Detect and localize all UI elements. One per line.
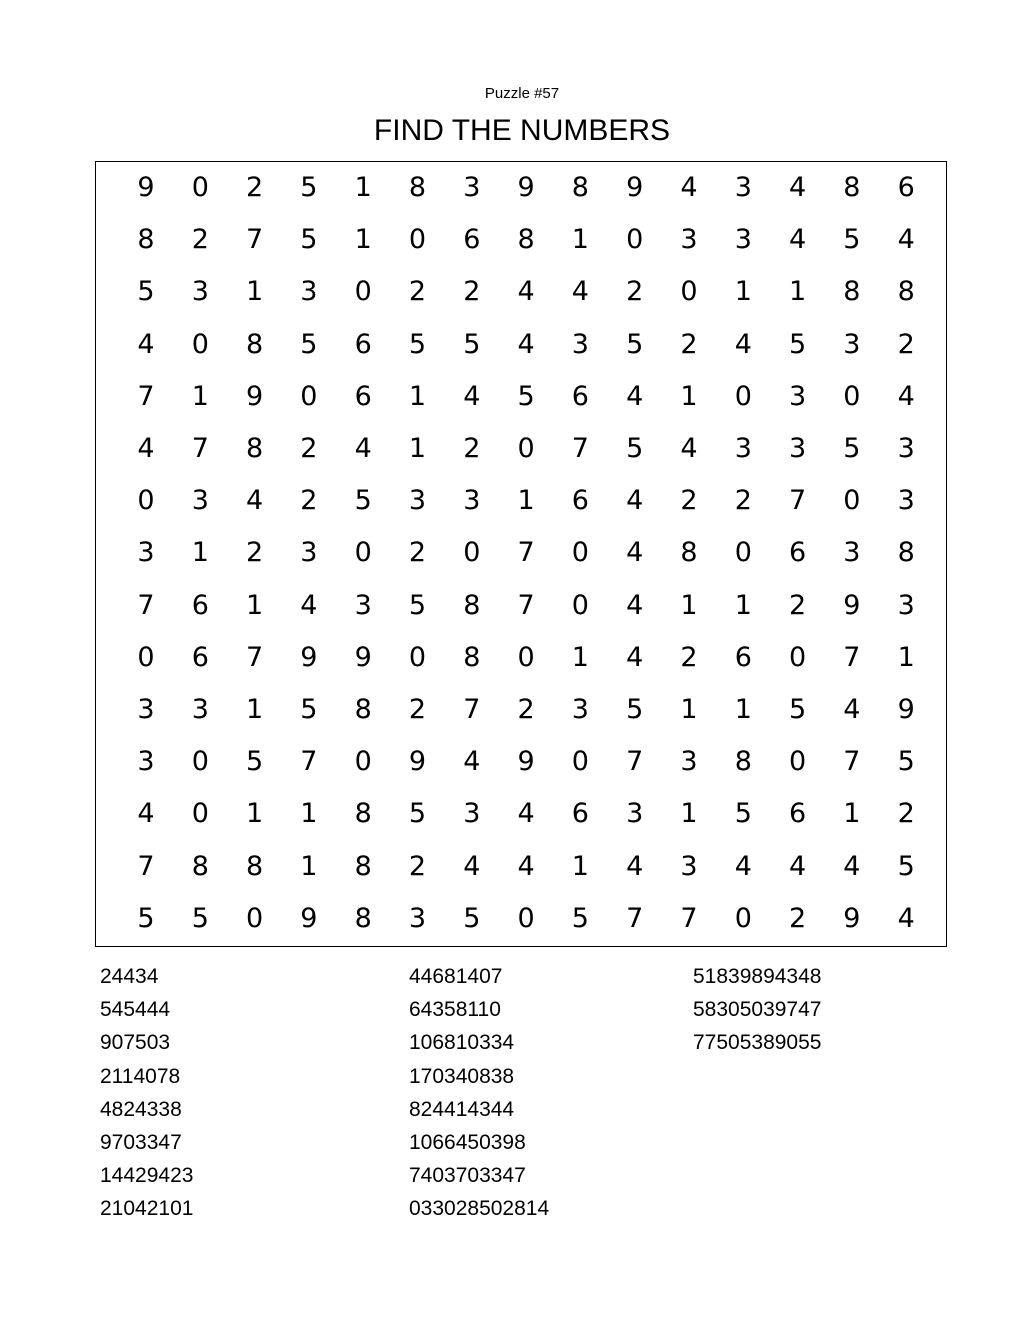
grid-cell[interactable]: 1 <box>843 798 861 830</box>
grid-cell[interactable]: 6 <box>734 641 752 673</box>
word-list-item: 77505389055 <box>693 1031 822 1055</box>
grid-cell[interactable]: 5 <box>626 433 644 464</box>
word-list-item: 545444 <box>100 998 171 1022</box>
grid-cell[interactable]: 3 <box>734 224 752 256</box>
grid-cell[interactable]: 2 <box>246 172 264 203</box>
grid-cell[interactable]: 5 <box>897 850 915 882</box>
grid-cell[interactable]: 4 <box>463 746 481 778</box>
grid-cell[interactable]: 0 <box>517 433 535 464</box>
grid-cell[interactable]: 7 <box>246 641 264 673</box>
grid-cell[interactable]: 2 <box>408 537 427 569</box>
grid-cell[interactable]: 8 <box>246 433 264 464</box>
grid-cell[interactable]: 4 <box>680 172 698 203</box>
grid-cell[interactable]: 2 <box>789 589 807 621</box>
grid-cell[interactable]: 3 <box>571 328 589 360</box>
grid-cell[interactable]: 5 <box>843 433 861 464</box>
grid-cell[interactable]: 0 <box>789 641 807 673</box>
grid-cell[interactable]: 8 <box>734 746 752 778</box>
grid-cell[interactable]: 3 <box>408 485 427 517</box>
grid-cell[interactable]: 7 <box>680 902 698 934</box>
grid-cell[interactable]: 4 <box>517 328 535 360</box>
grid-cell[interactable]: 8 <box>191 850 209 882</box>
grid-cell[interactable]: 0 <box>843 485 861 517</box>
grid-cell[interactable]: 1 <box>517 485 535 517</box>
grid-cell[interactable]: 3 <box>897 433 915 464</box>
grid-cell[interactable]: 5 <box>191 902 209 934</box>
grid-cell[interactable]: 7 <box>843 641 861 673</box>
grid-cell[interactable]: 8 <box>408 172 427 203</box>
grid-cell[interactable]: 4 <box>137 433 155 464</box>
word-list-column-1 <box>100 960 193 1226</box>
grid-cell[interactable]: 2 <box>626 276 644 308</box>
grid-cell[interactable]: 5 <box>300 694 318 725</box>
grid-cell[interactable]: 4 <box>626 850 644 882</box>
grid-cell[interactable]: 6 <box>897 172 915 203</box>
grid-cell[interactable]: 3 <box>626 798 644 830</box>
grid-cell[interactable]: 9 <box>843 589 861 621</box>
grid-cell[interactable]: 0 <box>354 746 372 778</box>
grid-cell[interactable]: 8 <box>843 172 861 203</box>
word-list-item: 907503 <box>100 1031 171 1055</box>
grid-cell[interactable]: 1 <box>246 798 264 830</box>
grid-cell[interactable]: 8 <box>354 694 372 725</box>
grid-cell[interactable]: 7 <box>137 589 155 621</box>
grid-cell[interactable]: 5 <box>734 798 752 830</box>
grid-cell[interactable]: 7 <box>626 746 644 778</box>
grid-cell[interactable]: 3 <box>789 380 807 412</box>
grid-cell[interactable]: 2 <box>463 276 481 308</box>
grid-cell[interactable]: 0 <box>191 798 209 830</box>
grid-cell[interactable]: 9 <box>517 746 535 778</box>
word-list-column-3 <box>693 960 821 1060</box>
grid-cell[interactable]: 5 <box>789 328 807 360</box>
grid-cell[interactable]: 4 <box>897 380 915 412</box>
word-list-item: 58305039747 <box>693 998 822 1022</box>
puzzle-number: Puzzle #57 <box>484 85 560 102</box>
grid-cell[interactable]: 5 <box>517 380 535 412</box>
grid-cell[interactable]: 0 <box>680 276 698 308</box>
grid-cell[interactable]: 5 <box>408 328 427 360</box>
grid-cell[interactable]: 3 <box>734 172 752 203</box>
grid-cell[interactable]: 1 <box>734 589 752 621</box>
grid-cell[interactable]: 5 <box>897 746 915 778</box>
grid-cell[interactable]: 5 <box>408 589 427 621</box>
word-list-item: 64358110 <box>409 998 501 1022</box>
grid-cell[interactable]: 9 <box>897 694 915 725</box>
grid-cell[interactable]: 6 <box>191 641 209 673</box>
word-list-item: 51839894348 <box>693 965 822 988</box>
grid-cell[interactable]: 1 <box>191 537 209 569</box>
grid-cell[interactable]: 8 <box>517 224 535 256</box>
grid-cell[interactable]: 4 <box>517 798 535 830</box>
grid-cell[interactable]: 7 <box>626 902 644 934</box>
grid-cell[interactable]: 5 <box>626 328 644 360</box>
word-list-item: 14429423 <box>100 1164 194 1188</box>
grid-cell[interactable]: 5 <box>408 798 427 830</box>
grid-cell[interactable]: 3 <box>191 276 209 308</box>
grid-cell[interactable]: 0 <box>843 380 861 412</box>
grid-cell[interactable]: 5 <box>843 224 861 256</box>
grid-cell[interactable]: 1 <box>246 694 264 725</box>
grid-cell[interactable]: 4 <box>626 380 644 412</box>
grid-cell[interactable]: 2 <box>789 902 807 934</box>
grid-cell[interactable]: 1 <box>571 850 589 882</box>
word-list-item: 033028502814 <box>409 1197 550 1221</box>
grid-cell[interactable]: 2 <box>897 798 915 830</box>
grid-cell[interactable]: 3 <box>191 485 209 517</box>
grid-cell[interactable]: 1 <box>734 694 752 725</box>
grid-cell[interactable]: 0 <box>191 746 209 778</box>
grid-cell[interactable]: 9 <box>300 641 318 673</box>
grid-cell[interactable]: 8 <box>463 641 481 673</box>
grid-cell[interactable]: 7 <box>300 746 318 778</box>
grid-cell[interactable]: 0 <box>734 380 752 412</box>
grid-cell[interactable]: 3 <box>300 537 318 569</box>
word-list-item: 24434 <box>100 965 159 988</box>
grid-cell[interactable]: 2 <box>246 537 264 569</box>
grid-cell[interactable]: 6 <box>789 798 807 830</box>
word-list-item: 4824338 <box>100 1097 182 1121</box>
grid-cell[interactable]: 0 <box>789 746 807 778</box>
grid-cell[interactable]: 4 <box>626 641 644 673</box>
grid-cell[interactable]: 2 <box>680 485 698 517</box>
grid-cell[interactable]: 1 <box>897 641 915 673</box>
grid-cell[interactable]: 8 <box>354 798 372 830</box>
grid-cell[interactable]: 3 <box>191 694 209 725</box>
grid-cell[interactable]: 0 <box>246 902 264 934</box>
grid-cell[interactable]: 4 <box>137 798 155 830</box>
grid-cell[interactable]: 0 <box>517 641 535 673</box>
grid-cell[interactable]: 1 <box>680 798 698 830</box>
grid-cell[interactable]: 8 <box>354 850 372 882</box>
puzzle-title: FIND THE NUMBERS <box>373 114 671 147</box>
word-list-item: 7403703347 <box>409 1164 526 1188</box>
word-list-item: 2114078 <box>100 1064 181 1088</box>
grid-cell[interactable]: 3 <box>680 224 698 256</box>
grid-cell[interactable]: 3 <box>571 694 589 725</box>
grid-cell[interactable]: 1 <box>680 694 698 725</box>
grid-cell[interactable]: 9 <box>137 172 155 203</box>
grid-cell[interactable]: 3 <box>408 902 427 934</box>
grid-cell[interactable]: 4 <box>137 328 155 360</box>
grid-cell[interactable]: 5 <box>300 172 318 203</box>
grid-cell[interactable]: 2 <box>408 694 427 725</box>
grid-cell[interactable]: 8 <box>843 276 861 308</box>
word-list-item: 44681407 <box>409 965 503 988</box>
grid-cell[interactable]: 0 <box>191 172 209 203</box>
grid-cell[interactable]: 3 <box>897 485 915 517</box>
grid-cell[interactable]: 6 <box>354 328 372 360</box>
grid-cell[interactable]: 0 <box>517 902 535 934</box>
grid-cell[interactable]: 8 <box>897 537 915 569</box>
grid-cell[interactable]: 4 <box>354 433 372 464</box>
grid-cell[interactable]: 6 <box>571 485 589 517</box>
grid-cell[interactable]: 7 <box>137 850 155 882</box>
grid-cell[interactable]: 0 <box>354 276 372 308</box>
grid-cell[interactable]: 2 <box>300 485 318 517</box>
grid-cell[interactable]: 5 <box>571 902 589 934</box>
grid-cell[interactable]: 4 <box>626 589 644 621</box>
grid-cell[interactable]: 4 <box>517 276 535 308</box>
grid-cell[interactable]: 3 <box>843 328 861 360</box>
grid-cell[interactable]: 5 <box>300 224 318 256</box>
grid-cell[interactable]: 0 <box>191 328 209 360</box>
grid-cell[interactable]: 5 <box>354 485 372 517</box>
word-list-item: 21042101 <box>100 1197 194 1221</box>
number-grid <box>95 161 947 947</box>
grid-cell[interactable]: 5 <box>789 694 807 725</box>
grid-cell[interactable]: 4 <box>734 850 752 882</box>
grid-cell[interactable]: 8 <box>897 276 915 308</box>
grid-cell[interactable]: 8 <box>354 902 372 934</box>
grid-cell[interactable]: 0 <box>571 589 589 621</box>
grid-cell[interactable]: 0 <box>734 902 752 934</box>
grid-cell[interactable]: 3 <box>463 485 481 517</box>
word-list-item: 1066450398 <box>409 1130 526 1154</box>
grid-cell[interactable]: 0 <box>408 224 427 256</box>
grid-cell[interactable]: 2 <box>463 433 481 464</box>
grid-cell[interactable]: 1 <box>571 224 589 256</box>
grid-cell[interactable]: 3 <box>137 694 155 725</box>
grid-cell[interactable]: 0 <box>137 641 155 673</box>
grid-cell[interactable]: 2 <box>680 328 698 360</box>
grid-cell[interactable]: 1 <box>734 276 752 308</box>
grid-cell[interactable]: 6 <box>463 224 481 256</box>
grid-cell[interactable]: 3 <box>463 172 481 203</box>
grid-cell[interactable]: 2 <box>734 485 752 517</box>
grid-cell[interactable]: 3 <box>137 537 155 569</box>
grid-cell[interactable]: 3 <box>354 589 372 621</box>
grid-cell[interactable]: 2 <box>191 224 209 256</box>
grid-cell[interactable]: 4 <box>897 224 915 256</box>
grid-cell[interactable]: 1 <box>408 433 427 464</box>
grid-cell[interactable]: 0 <box>137 485 155 517</box>
grid-cell[interactable]: 7 <box>789 485 807 517</box>
grid-cell[interactable]: 6 <box>789 537 807 569</box>
grid-cell[interactable]: 5 <box>300 328 318 360</box>
grid-cell[interactable]: 6 <box>571 380 589 412</box>
grid-cell[interactable]: 0 <box>354 537 372 569</box>
grid-cell[interactable]: 8 <box>680 537 698 569</box>
grid-cell[interactable]: 3 <box>463 798 481 830</box>
grid-cell[interactable]: 9 <box>300 902 318 934</box>
grid-cell[interactable]: 5 <box>137 276 155 308</box>
grid-cell[interactable]: 7 <box>463 694 481 725</box>
grid-cell[interactable]: 9 <box>626 172 644 203</box>
grid-cell[interactable]: 5 <box>463 328 481 360</box>
grid-cell[interactable]: 9 <box>843 902 861 934</box>
grid-cell[interactable]: 4 <box>680 433 698 464</box>
grid-cell[interactable]: 0 <box>626 224 644 256</box>
word-list-item: 824414344 <box>409 1097 515 1121</box>
grid-cell[interactable]: 6 <box>191 589 209 621</box>
grid-cell[interactable]: 4 <box>626 537 644 569</box>
grid-cell[interactable]: 1 <box>300 850 318 882</box>
grid-cell[interactable]: 5 <box>137 902 155 934</box>
grid-cell[interactable]: 4 <box>300 589 318 621</box>
grid-cell[interactable]: 1 <box>191 380 209 412</box>
grid-cell[interactable]: 8 <box>463 589 481 621</box>
grid-cell[interactable]: 2 <box>517 694 535 725</box>
grid-cell[interactable]: 2 <box>408 276 427 308</box>
grid-cell[interactable]: 0 <box>300 380 318 412</box>
grid-cell[interactable]: 4 <box>789 850 807 882</box>
grid-cell[interactable]: 4 <box>789 172 807 203</box>
grid-cell[interactable]: 3 <box>734 433 752 464</box>
grid-cell[interactable]: 3 <box>843 537 861 569</box>
grid-cell[interactable]: 3 <box>300 276 318 308</box>
word-list-item: 106810334 <box>409 1031 515 1055</box>
grid-cell[interactable]: 1 <box>354 224 372 256</box>
grid-cell[interactable]: 0 <box>571 746 589 778</box>
grid-cell[interactable]: 1 <box>680 589 698 621</box>
grid-cell[interactable]: 4 <box>463 380 481 412</box>
grid-cell[interactable]: 4 <box>463 850 481 882</box>
grid-cell[interactable]: 3 <box>680 746 698 778</box>
word-list-column-2 <box>409 960 549 1226</box>
grid-cell[interactable]: 4 <box>734 328 752 360</box>
grid-cell[interactable]: 1 <box>354 172 372 203</box>
grid-cell[interactable]: 3 <box>789 433 807 464</box>
grid-cell[interactable]: 8 <box>246 850 264 882</box>
grid-cell[interactable]: 7 <box>137 380 155 412</box>
grid-cell[interactable]: 7 <box>246 224 264 256</box>
grid-cell[interactable]: 4 <box>789 224 807 256</box>
grid-cell[interactable]: 6 <box>354 380 372 412</box>
grid-cell[interactable]: 8 <box>571 172 589 203</box>
grid-cell[interactable]: 1 <box>300 798 318 830</box>
grid-cell[interactable]: 3 <box>897 589 915 621</box>
grid-cell[interactable]: 9 <box>408 746 427 778</box>
grid-cell[interactable]: 0 <box>463 537 481 569</box>
grid-cell[interactable]: 5 <box>626 694 644 725</box>
grid-cell[interactable]: 4 <box>897 902 915 934</box>
grid-cell[interactable]: 0 <box>408 641 427 673</box>
grid-cell[interactable]: 5 <box>463 902 481 934</box>
grid-cell[interactable]: 4 <box>571 276 589 308</box>
grid-cell[interactable]: 3 <box>137 746 155 778</box>
grid-cell[interactable]: 4 <box>246 485 264 517</box>
grid-cell[interactable]: 0 <box>734 537 752 569</box>
grid-cell[interactable]: 7 <box>843 746 861 778</box>
grid-cell[interactable]: 2 <box>300 433 318 464</box>
grid-cell[interactable]: 1 <box>571 641 589 673</box>
grid-cell[interactable]: 8 <box>246 328 264 360</box>
grid-cell[interactable]: 4 <box>626 485 644 517</box>
grid-cell[interactable]: 2 <box>897 328 915 360</box>
grid-cell[interactable]: 7 <box>571 433 589 464</box>
grid-cell[interactable]: 4 <box>517 850 535 882</box>
grid-cell[interactable]: 1 <box>246 276 264 308</box>
word-list-item: 9703347 <box>100 1130 182 1154</box>
grid-cell[interactable]: 6 <box>571 798 589 830</box>
grid-cell[interactable]: 1 <box>789 276 807 308</box>
grid-cell[interactable]: 8 <box>137 224 155 256</box>
grid-cell[interactable]: 1 <box>408 380 427 412</box>
grid-cell[interactable]: 7 <box>517 537 535 569</box>
grid-cell[interactable]: 9 <box>354 641 372 673</box>
word-list-item: 170340838 <box>409 1064 515 1088</box>
grid-cell[interactable]: 9 <box>517 172 535 203</box>
grid-cell[interactable]: 5 <box>246 746 264 778</box>
grid-cell[interactable]: 9 <box>246 380 264 412</box>
grid-cell[interactable]: 4 <box>843 694 861 725</box>
grid-cell[interactable]: 7 <box>191 433 209 464</box>
grid-cell[interactable]: 0 <box>571 537 589 569</box>
grid-cell[interactable]: 2 <box>680 641 698 673</box>
grid-cell[interactable]: 1 <box>680 380 698 412</box>
grid-cell[interactable]: 3 <box>680 850 698 882</box>
grid-cell[interactable]: 4 <box>843 850 861 882</box>
grid-cell[interactable]: 1 <box>246 589 264 621</box>
grid-cell[interactable]: 2 <box>408 850 427 882</box>
grid-cell[interactable]: 7 <box>517 589 535 621</box>
